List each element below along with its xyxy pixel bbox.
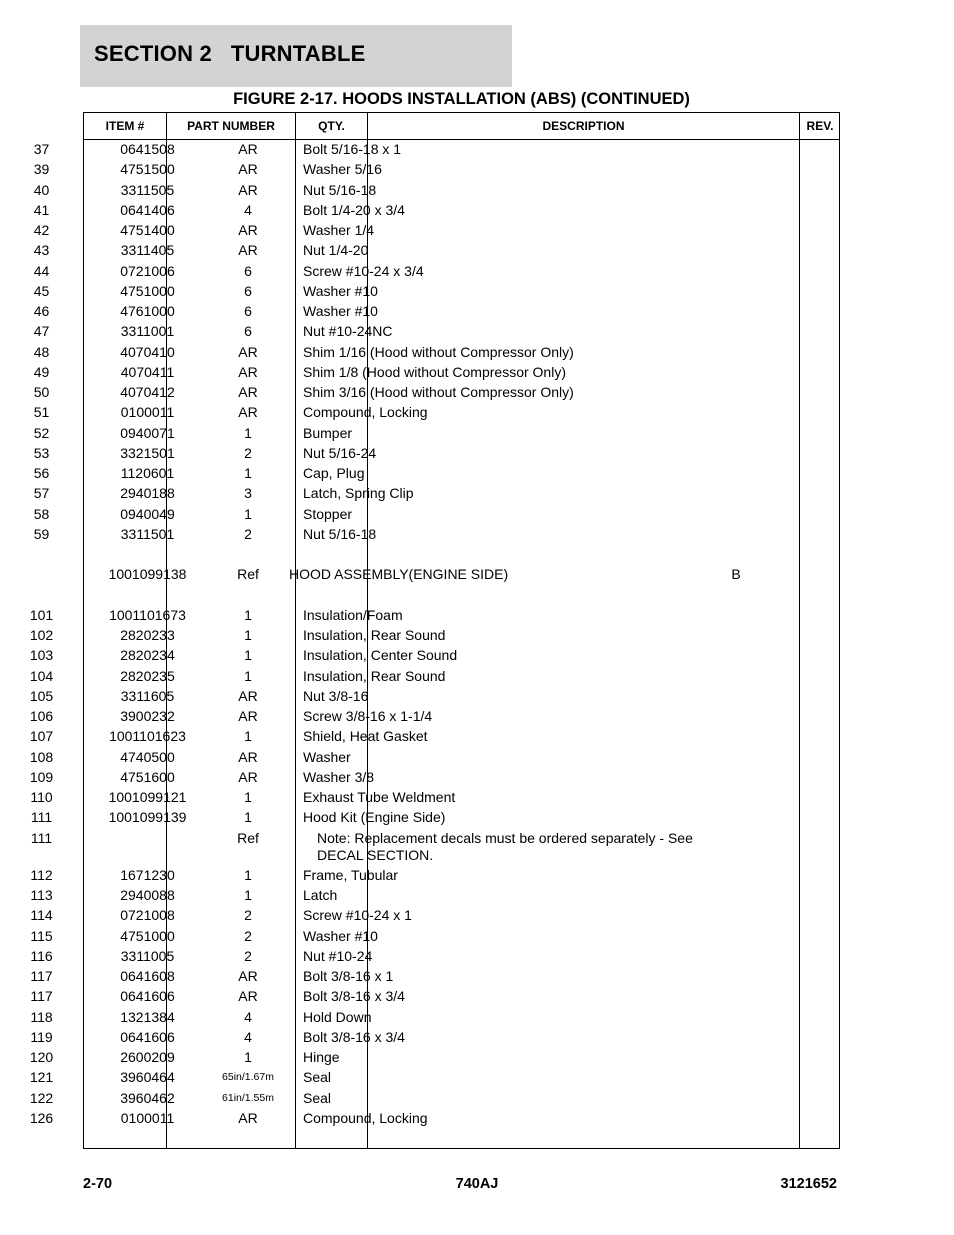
quantity-cell: AR (238, 181, 258, 198)
part-number-cell: 2820233 (120, 627, 175, 643)
quantity-cell: 2 (244, 927, 252, 944)
part-number-cell: 4751500 (120, 161, 175, 178)
item-number-cell: 59 (33, 525, 50, 542)
table-row (0, 241, 757, 261)
item-number-cell: 48 (33, 343, 50, 360)
item-number-cell: 104 (29, 667, 54, 684)
quantity-cell: AR (238, 384, 258, 400)
part-number-cell: 1001099138 (108, 566, 187, 583)
quantity-cell: 2 (244, 947, 252, 964)
description-cell: Latch (303, 887, 338, 904)
item-number-cell: 41 (33, 201, 50, 218)
description-cell: Insulation, Rear Sound (303, 627, 446, 643)
description-cell: Hold Down (303, 1008, 372, 1025)
part-number-cell: 1001099121 (108, 789, 187, 805)
item-number-cell: 46 (33, 303, 50, 319)
quantity-cell: 1 (244, 667, 252, 684)
quantity-cell: 1 (244, 465, 252, 481)
quantity-cell: 3 (244, 485, 252, 502)
table-row (0, 525, 757, 545)
description-cell: Stopper (303, 505, 353, 522)
part-number-cell: 3321501 (120, 444, 175, 461)
table-row (0, 606, 757, 626)
part-number-cell: 1120601 (120, 465, 175, 481)
table-row (0, 160, 757, 180)
description-cell: Shim 1/8 (Hood without Compressor Only) (303, 363, 566, 380)
part-number-cell: 4751000 (120, 282, 175, 299)
column-header-item: ITEM # (105, 119, 145, 133)
item-number-cell: 107 (29, 728, 54, 745)
part-number-cell: 0641606 (120, 988, 175, 1005)
quantity-cell: AR (238, 708, 258, 724)
item-number-cell: 116 (30, 947, 53, 964)
item-number-cell: 115 (30, 927, 53, 944)
description-cell-continued: DECAL SECTION. (317, 846, 434, 863)
part-number-cell: 3311605 (120, 687, 175, 704)
item-number-cell: 52 (33, 424, 50, 441)
table-row (0, 667, 757, 687)
table-row (0, 322, 757, 342)
description-cell: Bolt 3/8-16 x 3/4 (303, 1028, 405, 1045)
figure-title: FIGURE 2-17. HOODS INSTALLATION (ABS) (CONTINUED) (233, 90, 690, 108)
part-number-cell: 3311501 (120, 525, 175, 542)
part-number-cell: 4070410 (120, 343, 175, 360)
description-cell: Insulation/Foam (303, 606, 403, 623)
item-number-cell: 51 (33, 404, 50, 421)
quantity-cell: AR (238, 242, 258, 259)
part-number-cell: 3960462 (120, 1089, 175, 1106)
table-row (0, 727, 757, 747)
quantity-cell: 1 (244, 627, 252, 643)
item-number-cell: 120 (29, 1049, 54, 1066)
column-divider (799, 113, 800, 1148)
table-row (0, 343, 757, 363)
description-cell: Hood Kit (Engine Side) (303, 809, 446, 826)
part-number-cell: 0641406 (120, 201, 175, 218)
table-row (0, 748, 757, 768)
section-title: SECTION 2 TURNTABLE (94, 41, 366, 66)
table-row (0, 1089, 757, 1109)
item-number-cell: 112 (30, 866, 53, 883)
table-row (0, 947, 757, 967)
part-number-cell: 4751000 (120, 927, 175, 944)
item-number-cell: 108 (29, 748, 54, 765)
quantity-cell: Ref (237, 566, 259, 583)
table-row (0, 906, 757, 926)
part-number-cell: 0721006 (120, 262, 175, 279)
table-row (0, 363, 757, 383)
part-number-cell: 4751600 (120, 768, 175, 785)
table-row (0, 927, 757, 947)
part-number-cell: 4070411 (120, 363, 175, 380)
quantity-cell: 4 (244, 1008, 252, 1025)
item-number-cell: 117 (30, 968, 53, 985)
part-number-cell: 3311405 (120, 242, 175, 259)
part-number-cell: 0641608 (120, 968, 175, 985)
parts-table-body (0, 140, 757, 1129)
table-row (0, 687, 757, 707)
table-row (0, 140, 757, 160)
description-cell: Bolt 1/4-20 x 3/4 (303, 201, 405, 218)
part-number-cell: 1321384 (120, 1008, 175, 1025)
part-number-cell: 1001099139 (108, 809, 187, 826)
table-row (0, 262, 757, 282)
quantity-cell: 1 (244, 866, 252, 883)
quantity-cell: 6 (244, 282, 252, 299)
part-number-cell: 2820234 (120, 647, 175, 664)
description-cell: Screw 3/8-16 x 1-1/4 (303, 708, 433, 724)
description-cell: Washer 5/16 (303, 161, 382, 178)
quantity-cell: AR (238, 968, 258, 985)
description-cell: HOOD ASSEMBLY(ENGINE SIDE) (289, 566, 509, 583)
item-number-cell: 43 (33, 242, 50, 259)
document-number: 3121652 (780, 1176, 837, 1192)
description-cell: Insulation, Center Sound (303, 647, 458, 664)
table-row (0, 1109, 757, 1129)
table-row (0, 383, 757, 403)
part-number-cell: 4751400 (120, 222, 175, 238)
description-cell: Shim 1/16 (Hood without Compressor Only) (303, 343, 574, 360)
part-number-cell: 4740500 (120, 748, 175, 765)
description-cell: Exhaust Tube Weldment (303, 789, 456, 805)
quantity-cell: 2 (244, 525, 252, 542)
description-cell: Nut #10-24 (303, 947, 373, 964)
quantity-cell: AR (238, 141, 258, 157)
item-number-cell: 110 (30, 789, 53, 805)
model-name: 740AJ (455, 1176, 499, 1192)
quantity-cell: 4 (244, 201, 252, 218)
quantity-cell: 2 (244, 444, 252, 461)
column-header-qty: QTY. (318, 119, 345, 133)
description-cell: Note: Replacement decals must be ordered separately - See (317, 829, 693, 846)
item-number-cell: 111 (30, 829, 53, 846)
table-row (0, 586, 757, 606)
table-row (0, 886, 757, 906)
table-row (0, 302, 757, 322)
quantity-cell: 61in/1.55m (222, 1091, 274, 1104)
table-row (0, 768, 757, 788)
quantity-cell: 1 (244, 1049, 252, 1066)
part-number-cell: 4761000 (120, 303, 175, 319)
table-row (0, 866, 757, 886)
description-cell: Nut #10-24NC (303, 323, 393, 340)
table-row (0, 282, 757, 302)
part-number-cell: 2600209 (120, 1049, 175, 1066)
description-cell: Washer #10 (303, 303, 378, 319)
part-number-cell: 1001101673 (109, 606, 186, 623)
table-row (0, 626, 757, 646)
table-row (0, 424, 757, 444)
description-cell: Compound, Locking (303, 1109, 428, 1126)
quantity-cell: AR (238, 161, 258, 178)
item-number-cell: 49 (33, 363, 50, 380)
quantity-cell: Ref (237, 829, 259, 846)
description-cell: Washer 3/8 (303, 768, 375, 785)
item-number-cell: 109 (29, 768, 54, 785)
item-number-cell: 106 (29, 708, 54, 724)
description-cell: Bumper (303, 424, 353, 441)
item-number-cell: 44 (33, 262, 50, 279)
part-number-cell: 0100011 (120, 1109, 175, 1126)
quantity-cell: 6 (244, 303, 252, 319)
part-number-cell: 2940188 (120, 485, 175, 502)
item-number-cell: 113 (30, 887, 53, 904)
quantity-cell: 1 (244, 809, 252, 826)
part-number-cell: 2940088 (120, 887, 175, 904)
item-number-cell: 58 (33, 505, 50, 522)
part-number-cell: 2820235 (120, 667, 175, 684)
description-cell: Washer 1/4 (303, 222, 375, 238)
part-number-cell: 1671230 (120, 866, 175, 883)
item-number-cell: 103 (29, 647, 54, 664)
description-cell: Washer (303, 748, 351, 765)
description-cell: Compound, Locking (303, 404, 428, 421)
table-row (0, 565, 757, 585)
description-cell: Frame, Tubular (303, 866, 398, 883)
item-number-cell: 111 (30, 809, 53, 826)
column-header-part-number: PART NUMBER (187, 119, 275, 133)
item-number-cell: 56 (33, 465, 50, 481)
item-number-cell: 45 (33, 282, 50, 299)
item-number-cell: 121 (29, 1069, 54, 1086)
part-number-cell: 3900232 (120, 708, 175, 724)
quantity-cell: 1 (244, 505, 252, 522)
description-cell: Nut 3/8-16 (303, 687, 369, 704)
table-row (0, 201, 757, 221)
description-cell: Latch, Spring Clip (303, 485, 414, 502)
description-cell: Bolt 3/8-16 x 3/4 (303, 988, 405, 1005)
part-number-cell: 3311005 (120, 947, 175, 964)
part-number-cell: 0940049 (120, 505, 175, 522)
description-cell: Bolt 5/16-18 x 1 (303, 141, 402, 157)
table-row (0, 181, 757, 201)
description-cell: Bolt 3/8-16 x 1 (303, 968, 394, 985)
item-number-cell: 47 (33, 323, 50, 340)
description-cell: Screw #10-24 x 1 (303, 907, 412, 924)
part-number-cell: 0641508 (120, 141, 175, 157)
part-number-cell: 1001101623 (109, 728, 186, 745)
item-number-cell: 39 (33, 161, 50, 178)
table-row (0, 1068, 757, 1088)
table-row (0, 484, 757, 504)
quantity-cell: AR (238, 222, 258, 238)
part-number-cell: 0100011 (120, 404, 175, 421)
description-cell: Shield, Heat Gasket (303, 728, 428, 745)
table-row (0, 545, 757, 565)
item-number-cell: 114 (30, 907, 53, 924)
quantity-cell: AR (238, 343, 258, 360)
table-row (0, 1008, 757, 1028)
quantity-cell: AR (238, 404, 258, 421)
revision-cell: B (731, 566, 741, 583)
column-header-description: DESCRIPTION (542, 119, 625, 133)
quantity-cell: 1 (244, 789, 252, 805)
item-number-cell: 118 (30, 1008, 53, 1025)
quantity-cell: AR (238, 687, 258, 704)
table-row (0, 444, 757, 464)
item-number-cell: 119 (30, 1028, 53, 1045)
quantity-cell: 4 (244, 1028, 252, 1045)
description-cell: Nut 5/16-24 (303, 444, 377, 461)
table-row (0, 967, 757, 987)
description-cell: Nut 5/16-18 (303, 181, 377, 198)
part-number-cell: 4070412 (120, 384, 175, 400)
quantity-cell: 1 (244, 887, 252, 904)
quantity-cell: 1 (244, 606, 252, 623)
page-number: 2-70 (83, 1176, 113, 1192)
item-number-cell: 40 (33, 181, 50, 198)
part-number-cell: 3311505 (120, 181, 175, 198)
quantity-cell: 1 (244, 424, 252, 441)
table-row (0, 987, 757, 1007)
quantity-cell: AR (238, 363, 258, 380)
quantity-cell: AR (238, 748, 258, 765)
description-cell: Screw #10-24 x 3/4 (303, 262, 424, 279)
quantity-cell: 1 (244, 647, 252, 664)
quantity-cell: 6 (244, 323, 252, 340)
quantity-cell: 1 (244, 728, 252, 745)
part-number-cell: 0940071 (120, 424, 175, 441)
item-number-cell: 102 (29, 627, 54, 643)
table-row (0, 808, 757, 828)
item-number-cell: 37 (33, 141, 50, 157)
item-number-cell: 53 (33, 444, 50, 461)
description-cell: Seal (303, 1069, 332, 1086)
table-row (0, 1048, 757, 1068)
table-row (0, 505, 757, 525)
description-cell: Seal (303, 1089, 332, 1106)
table-row (0, 707, 757, 727)
quantity-cell: AR (238, 988, 258, 1005)
description-cell: Hinge (303, 1049, 340, 1066)
section-header-band (80, 25, 512, 87)
item-number-cell: 57 (33, 485, 50, 502)
part-number-cell: 0641606 (120, 1028, 175, 1045)
table-row (0, 221, 757, 241)
description-cell: Washer #10 (303, 927, 378, 944)
description-cell: Washer #10 (303, 282, 378, 299)
quantity-cell: AR (238, 1109, 258, 1126)
item-number-cell: 105 (29, 687, 54, 704)
description-cell: Nut 1/4-20 (303, 242, 369, 259)
item-number-cell: 122 (29, 1089, 54, 1106)
item-number-cell: 101 (29, 606, 54, 623)
quantity-cell: 6 (244, 262, 252, 279)
table-row (0, 464, 757, 484)
description-cell: Shim 3/16 (Hood without Compressor Only) (303, 384, 574, 400)
part-number-cell: 0721008 (120, 907, 175, 924)
table-row (0, 1028, 757, 1048)
item-number-cell: 117 (30, 988, 53, 1005)
item-number-cell: 126 (29, 1109, 54, 1126)
description-cell: Insulation, Rear Sound (303, 667, 446, 684)
table-row (0, 829, 757, 866)
part-number-cell: 3311001 (120, 323, 175, 340)
quantity-cell: 2 (244, 907, 252, 924)
part-number-cell: 3960464 (120, 1069, 175, 1086)
quantity-cell: AR (238, 768, 258, 785)
item-number-cell: 42 (33, 222, 50, 238)
description-cell: Cap, Plug (303, 465, 365, 481)
table-row (0, 646, 757, 666)
table-row (0, 788, 757, 808)
quantity-cell: 65in/1.67m (222, 1071, 274, 1084)
table-row (0, 403, 757, 423)
description-cell: Nut 5/16-18 (303, 525, 377, 542)
item-number-cell: 50 (33, 384, 50, 400)
column-header-rev: REV. (806, 119, 834, 133)
